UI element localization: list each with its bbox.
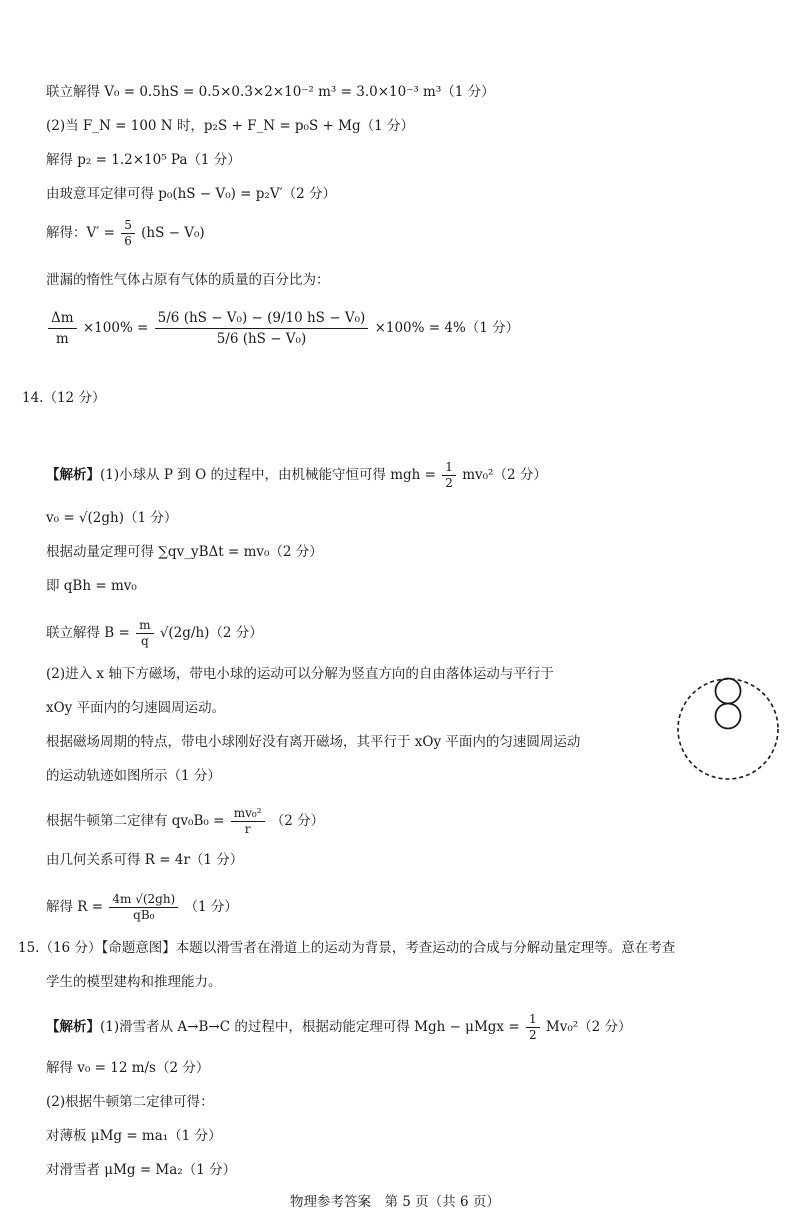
equation-text: 解得 R = [46,899,104,915]
fraction-denominator: 6 [124,234,132,248]
equation-line [46,308,519,349]
equation-text: 根据牛顿第二定律有 qv₀B₀ = [46,813,225,829]
trajectory-diagram [676,662,782,796]
text-line: 泄漏的惰性气体占原有气体的质量的百分比为： [46,272,330,288]
text-line: 由几何关系可得 R = 4r（1 分） [46,852,244,868]
equation-line [46,460,547,491]
fraction-numerator: m [136,618,153,634]
fraction-denominator: r [244,822,251,836]
text-line: 根据动量定理可得 ∑qv_yBΔt = mv₀（2 分） [46,544,323,560]
fraction [136,618,153,649]
text-line: 对滑雪者 μMg = Ma₂（1 分） [46,1162,237,1178]
fraction [48,308,77,349]
fraction-denominator: 5/6 (hS − V₀) [216,331,307,347]
text-line: (2)进入 x 轴下方磁场，带电小球的运动可以分解为竖直方向的自由落体运动与平行于 [46,666,554,682]
text-line: 由玻意耳定律可得 p₀(hS − V₀) = p₂V′（2 分） [46,186,337,202]
text-line: 对薄板 μMg = ma₁（1 分） [46,1128,222,1144]
text-line: (2)根据牛顿第二定律可得： [46,1094,214,1110]
equation-line [46,218,205,249]
fraction-numerator: 4m √(2gh) [109,892,178,908]
page-footer: 物理参考答案 第 5 页（共 6 页） [290,1194,500,1210]
analysis-tag: 【解析】 [46,1019,100,1035]
fraction-denominator: q [140,634,149,648]
fraction-denominator: 2 [445,476,453,490]
text-line: v₀ = √(2gh)（1 分） [46,510,178,526]
text-line: 学生的模型建构和推理能力。 [46,974,222,990]
fraction-denominator: qB₀ [133,908,155,922]
fraction [121,218,135,249]
equation-text: ×100% = 4%（1 分） [374,320,520,336]
fraction-denominator: 2 [528,1028,537,1042]
question-number: 15.（16 分）【命题意图】本题以滑雪者在滑道上的运动为背景，考查运动的合成与分解动量定理等。意在考查 [18,940,676,956]
text-line: 解得 p₂ = 1.2×10⁵ Pa（1 分） [46,152,241,168]
equation-line [46,618,263,649]
text-line: 解得 v₀ = 12 m/s（2 分） [46,1060,210,1076]
fraction [442,460,456,491]
equation-text: (1)小球从 P 到 O 的过程中，由机械能守恒可得 mgh = [100,467,436,483]
fraction [155,308,369,349]
text-line: 即 qBh = mv₀ [46,578,137,594]
equation-line [46,1012,632,1043]
fraction-numerator: 1 [526,1012,540,1028]
text-line: 联立解得 V₀ = 0.5hS = 0.5×0.3×2×10⁻² m³ = 3.0×10⁻³ m³（1 分） [46,84,495,100]
fraction-numerator: mv₀² [231,806,265,822]
fraction [109,892,178,923]
equation-line [46,892,238,923]
equation-text: √(2g/h)（2 分） [159,625,263,641]
text-line: xOy 平面内的匀速圆周运动。 [46,700,226,716]
fraction-denominator: m [55,331,69,347]
equation-text: 解得：V′ = [46,225,115,241]
upper-orbit-circle [716,679,741,704]
equation-text: (hS − V₀) [141,225,205,241]
equation-text: (1)滑雪者从 A→B→C 的过程中，根据动能定理可得 Mgh − μMgx = [100,1019,520,1035]
lower-orbit-circle [716,704,741,729]
equation-text: 联立解得 B = [46,625,130,641]
fraction-numerator: Δm [48,308,77,329]
fraction [526,1012,540,1043]
text-line: 根据磁场周期的特点，带电小球刚好没有离开磁场，其平行于 xOy 平面内的匀速圆周运动 [46,734,581,750]
equation-text: Mv₀²（2 分） [545,1019,632,1035]
fraction-numerator: 5 [121,218,135,234]
equation-text: （2 分） [270,813,325,829]
equation-text: （1 分） [184,899,238,915]
equation-text: mv₀²（2 分） [462,467,547,483]
question-number: 14.（12 分） [22,390,106,406]
text-line: (2)当 F_N = 100 N 时，p₂S + F_N = p₀S + Mg（1 分） [46,118,414,134]
fraction-numerator: 1 [442,460,456,476]
text-line: 的运动轨迹如图所示（1 分） [46,768,221,784]
analysis-tag: 【解析】 [46,467,100,483]
fraction [231,806,265,837]
equation-text: ×100% = [82,320,149,336]
equation-line [46,806,324,837]
fraction-numerator: 5/6 (hS − V₀) − (9/10 hS − V₀) [155,308,369,329]
